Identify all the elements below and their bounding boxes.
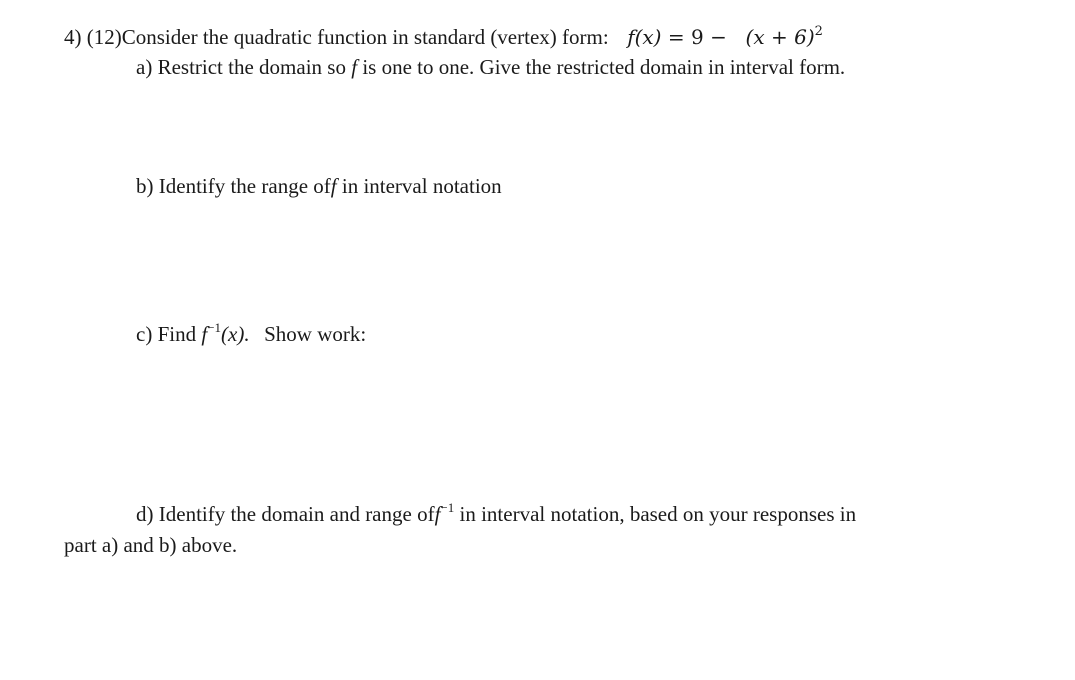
part-d — [136, 502, 856, 526]
part-b-label: b) — [136, 174, 154, 198]
function-constant: 9 — [690, 25, 704, 49]
part-c-label: c) — [136, 322, 153, 346]
part-c-f: f — [201, 322, 208, 346]
part-a-text-after: is one to one. Give the restricted domain in interval form. — [362, 55, 846, 79]
part-d-text-before: Identify the domain and range of — [158, 502, 435, 526]
function-expression — [627, 25, 823, 49]
function-squared-term: (x + 6) — [745, 25, 815, 49]
part-a-f: f — [351, 55, 358, 79]
part-a-text-before: Restrict the domain so — [157, 55, 346, 79]
part-c-arg: (x). — [221, 322, 250, 346]
function-exponent: 2 — [814, 24, 823, 39]
function-lhs: f(x) — [627, 25, 662, 49]
question-intro: Consider the quadratic function in standard (vertex) form: — [121, 25, 609, 49]
part-b-text-before: Identify the range of — [158, 174, 331, 198]
part-b-text-after: in interval notation — [341, 174, 502, 198]
part-a-label: a) — [136, 55, 153, 79]
question-points: (12) — [86, 25, 122, 49]
function-minus: − — [710, 25, 727, 49]
question-number: 4) — [64, 25, 82, 49]
part-c-inverse-exp: −1 — [207, 320, 222, 335]
part-c-text-after: Show work: — [264, 322, 367, 346]
part-a — [136, 55, 845, 79]
part-d-label: d) — [136, 502, 154, 526]
question-header — [64, 25, 823, 49]
part-b-f: f — [330, 174, 337, 198]
part-d-inverse-exp: −1 — [440, 500, 455, 515]
part-b — [136, 174, 502, 198]
part-d-continuation: part a) and b) above. — [64, 533, 238, 557]
function-equals: = — [667, 25, 685, 49]
part-c-text-before: Find — [157, 322, 197, 346]
part-d-text-after: in interval notation, based on your responses in — [459, 502, 857, 526]
part-d-f: f — [434, 502, 441, 526]
part-c — [136, 322, 366, 346]
